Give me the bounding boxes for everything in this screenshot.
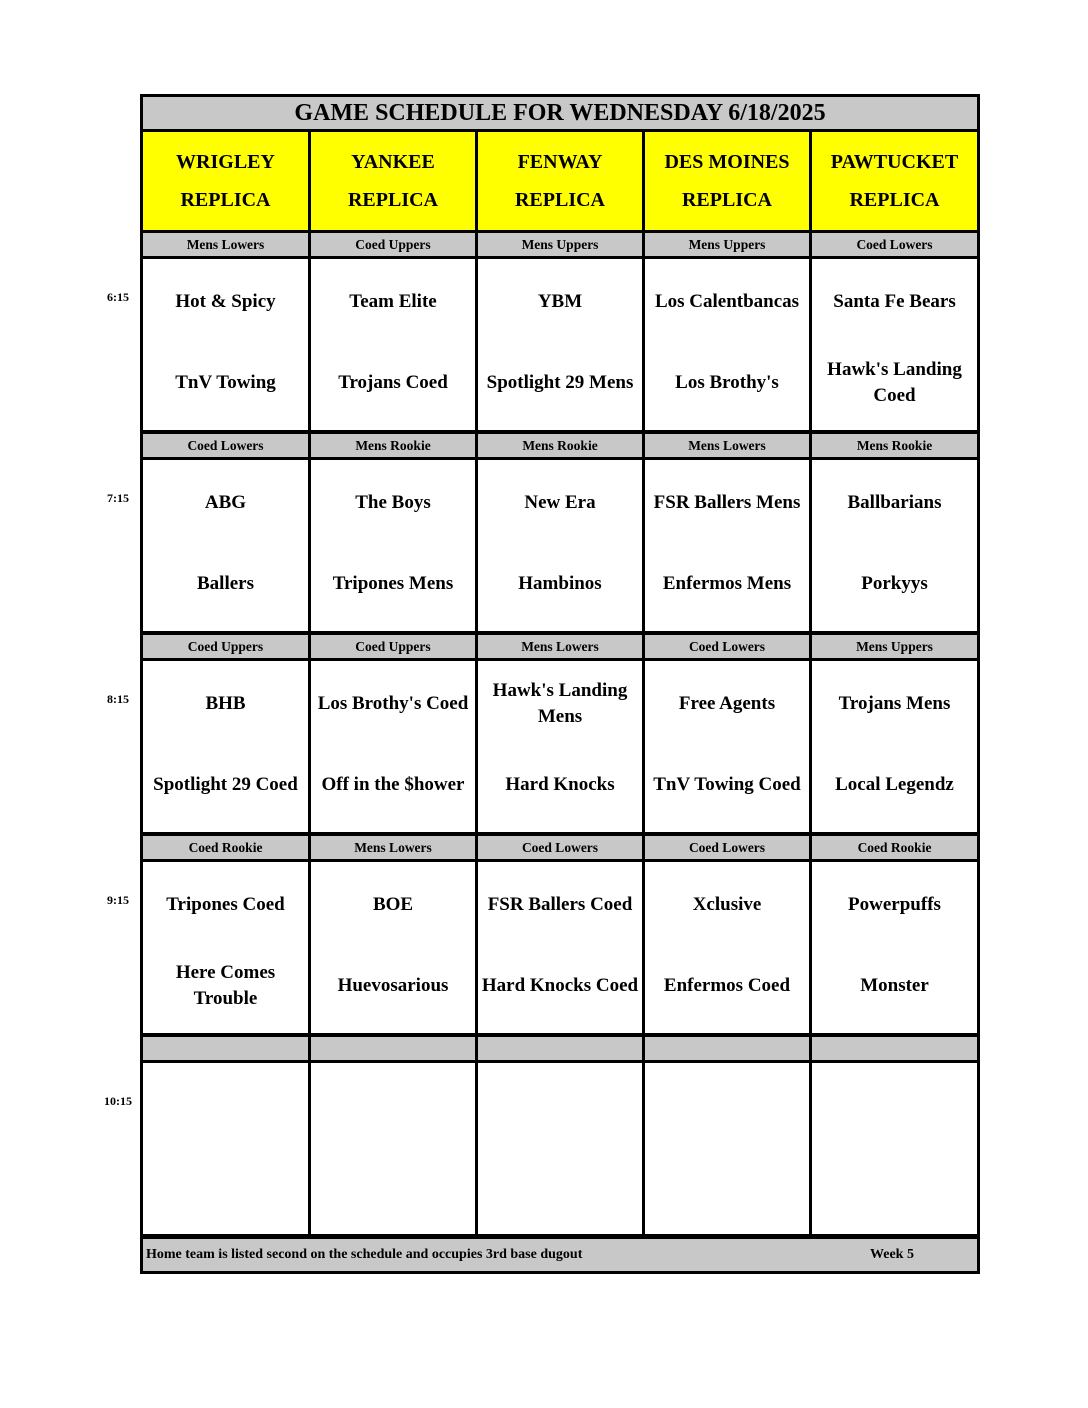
field-header — [308, 129, 478, 233]
game-cell — [140, 256, 311, 433]
home-team: Hard Knocks — [505, 774, 615, 795]
game-cell — [642, 859, 812, 1036]
game-cell — [475, 457, 645, 634]
division-label: Mens Uppers — [809, 632, 980, 661]
game-cell — [475, 256, 645, 433]
game-cell — [475, 859, 645, 1036]
field-name: YANKEE — [351, 151, 435, 173]
time-label: 8:15 — [107, 692, 129, 706]
game-cell — [308, 859, 478, 1036]
time-label: 10:15 — [104, 1094, 132, 1108]
division-label: Mens Lowers — [308, 833, 478, 862]
field-type: REPLICA — [347, 189, 438, 211]
division-label: Mens Rookie — [308, 431, 478, 460]
schedule-title: GAME SCHEDULE FOR WEDNESDAY 6/18/2025 — [140, 94, 980, 132]
game-cell — [475, 658, 645, 835]
field-header — [809, 129, 980, 233]
division-label: Mens Lowers — [642, 431, 812, 460]
away-team: Los Calentbancas — [654, 291, 800, 312]
away-team: YBM — [537, 291, 583, 312]
division-label: Coed Lowers — [642, 632, 812, 661]
game-cell — [642, 1060, 812, 1237]
field-name: PAWTUCKET — [830, 151, 959, 173]
division-label: Mens Uppers — [642, 230, 812, 259]
home-team: Hard Knocks Coed — [481, 975, 639, 996]
away-team: FSR Ballers Mens — [653, 492, 801, 513]
home-team: Spotlight 29 Mens — [486, 372, 634, 393]
field-type: REPLICA — [681, 189, 772, 211]
home-team-note: Home team is listed second on the schedule and occupies 3rd base dugout — [146, 1247, 583, 1262]
away-team: Santa Fe Bears — [833, 291, 956, 312]
schedule-sheet — [104, 94, 980, 1274]
field-name: FENWAY — [517, 151, 603, 173]
home-team: Monster — [860, 975, 929, 996]
home-team: Porkyys — [861, 573, 928, 594]
division-label: Mens Rookie — [475, 431, 645, 460]
division-label — [642, 1034, 812, 1063]
field-header — [642, 129, 812, 233]
division-label — [475, 1034, 645, 1063]
division-label: Coed Lowers — [809, 230, 980, 259]
home-team: Here Comes Trouble — [175, 962, 276, 1009]
home-team: Huevosarious — [337, 975, 449, 996]
game-cell — [642, 457, 812, 634]
schedule-footer — [140, 1236, 980, 1274]
game-cell — [809, 658, 980, 835]
home-team — [478, 1145, 642, 1229]
game-cell — [809, 1060, 980, 1237]
game-cell — [308, 256, 478, 433]
division-label: Coed Rookie — [140, 833, 311, 862]
field-name: WRIGLEY — [176, 151, 275, 173]
time-label: 7:15 — [107, 491, 129, 505]
division-label: Coed Lowers — [140, 431, 311, 460]
field-type: REPLICA — [514, 189, 605, 211]
away-team: Team Elite — [349, 291, 437, 312]
division-label: Mens Lowers — [140, 230, 311, 259]
game-cell — [308, 658, 478, 835]
game-cell — [308, 457, 478, 634]
home-team: Los Brothy's — [675, 372, 779, 393]
home-team: TnV Towing — [175, 372, 276, 393]
home-team: Hambinos — [518, 573, 602, 594]
away-team: BOE — [372, 894, 414, 915]
home-team: Enfermos Mens — [662, 573, 792, 594]
home-team: Hawk's Landing Coed — [827, 359, 962, 406]
away-team: Powerpuffs — [848, 894, 941, 915]
away-team: Xclusive — [692, 894, 762, 915]
home-team — [311, 1145, 475, 1229]
away-team — [311, 1067, 475, 1145]
time-label: 6:15 — [107, 290, 129, 304]
away-team: Ballbarians — [847, 492, 942, 513]
game-cell — [140, 859, 311, 1036]
away-team — [812, 1067, 977, 1145]
game-cell — [809, 457, 980, 634]
division-label: Coed Lowers — [642, 833, 812, 862]
home-team: Local Legendz — [835, 774, 954, 795]
field-type: REPLICA — [180, 189, 271, 211]
home-team: Tripones Mens — [332, 573, 454, 594]
field-header — [140, 129, 311, 233]
game-cell — [809, 859, 980, 1036]
home-team: Off in the $hower — [321, 774, 465, 795]
game-cell — [140, 658, 311, 835]
away-team — [143, 1067, 308, 1145]
game-cell — [642, 256, 812, 433]
game-cell — [140, 1060, 311, 1237]
field-type: REPLICA — [849, 189, 940, 211]
home-team: TnV Towing Coed — [653, 774, 801, 795]
week-label: Week 5 — [870, 1247, 914, 1262]
division-label: Mens Rookie — [809, 431, 980, 460]
home-team — [812, 1145, 977, 1229]
time-label: 9:15 — [107, 893, 129, 907]
home-team — [645, 1145, 809, 1229]
division-label: Coed Uppers — [308, 230, 478, 259]
away-team: Free Agents — [678, 693, 776, 714]
division-label — [809, 1034, 980, 1063]
division-label: Coed Lowers — [475, 833, 645, 862]
game-cell — [642, 658, 812, 835]
division-label: Coed Uppers — [140, 632, 311, 661]
away-team: FSR Ballers Coed — [487, 894, 633, 915]
away-team: Los Brothy's Coed — [317, 693, 469, 714]
game-cell — [308, 1060, 478, 1237]
division-label: Coed Rookie — [809, 833, 980, 862]
away-team — [478, 1067, 642, 1145]
home-team: Ballers — [197, 573, 254, 594]
game-cell — [140, 457, 311, 634]
home-team: Trojans Coed — [338, 372, 448, 393]
away-team — [645, 1067, 809, 1145]
away-team: Trojans Mens — [838, 693, 951, 714]
field-name: DES MOINES — [664, 151, 790, 173]
home-team: Enfermos Coed — [663, 975, 791, 996]
division-label: Mens Lowers — [475, 632, 645, 661]
away-team: New Era — [524, 492, 596, 513]
field-header — [475, 129, 645, 233]
away-team: BHB — [205, 693, 246, 714]
away-team: ABG — [204, 492, 247, 513]
away-team: The Boys — [355, 492, 431, 513]
division-label: Coed Uppers — [308, 632, 478, 661]
game-cell — [475, 1060, 645, 1237]
division-label: Mens Uppers — [475, 230, 645, 259]
game-cell — [809, 256, 980, 433]
away-team: Hawk's Landing Mens — [492, 680, 628, 727]
home-team: Spotlight 29 Coed — [153, 774, 298, 795]
away-team: Tripones Coed — [166, 894, 285, 915]
division-label — [140, 1034, 311, 1063]
division-label — [308, 1034, 478, 1063]
home-team — [143, 1145, 308, 1229]
away-team: Hot & Spicy — [175, 291, 276, 312]
